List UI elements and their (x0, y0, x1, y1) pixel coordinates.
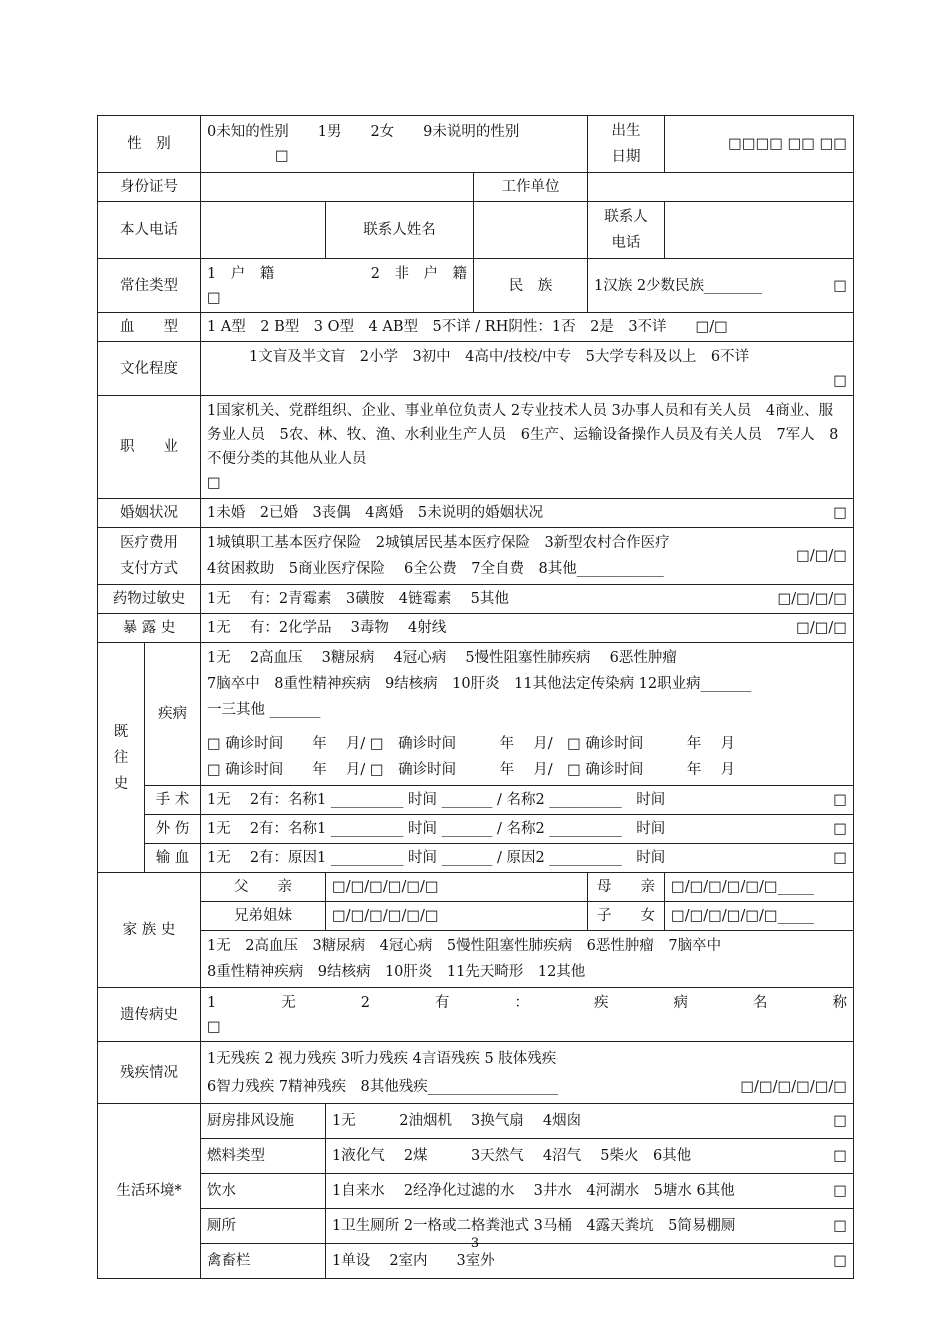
education-options[interactable]: 1文盲及半文盲 2小学 3初中 4高中/技校/中专 5大学专科及以上 6不详 □ (201, 342, 854, 396)
family-disease-options: 1无 2高血压 3糖尿病 4冠心病 5慢性阻塞性肺疾病 6恶性肿瘤 7脑卒中 8重性精神疾病 9结核病 10肝炎 11先天畸形 12其他 (201, 931, 854, 988)
contact-phone-label: 联系人 电话 (588, 202, 665, 259)
payment-options[interactable]: 1城镇职工基本医疗保险 2城镇居民基本医疗保险 3新型农村合作医疗 4贫困救助 5商业医疗保险 6全公费 7全自费 8其他____________ □/□/□ (201, 528, 854, 585)
residence-options[interactable]: 1 户 籍 2 非 户 籍 □ (201, 259, 474, 313)
father-label: 父 亲 (201, 873, 326, 902)
birth-date-boxes[interactable]: □□□□ □□ □□ (665, 116, 854, 173)
occupation-options[interactable]: 1国家机关、党群组织、企业、事业单位负责人 2专业技术人员 3办事人员和有关人员 4商业、服务业人员 5农、林、牧、渔、水利业生产人员 6生产、运输设备操作人员及有关人员 7军人 8不便分类的其他从业人员 □ (201, 396, 854, 499)
ethnicity-options[interactable]: 1汉族 2少数民族________ □ (588, 259, 854, 313)
children-label: 子 女 (588, 902, 665, 931)
allergy-options[interactable]: 1无 有：2青霉素 3磺胺 4链霉素 5其他 □/□/□/□ (201, 585, 854, 614)
father-boxes[interactable]: □/□/□/□/□/□ (326, 873, 588, 902)
environment-item: 饮水 (201, 1174, 326, 1209)
genetic-options[interactable]: 1 无 2 有 ： 疾 病 名 称 □ (201, 988, 854, 1042)
disease-label: 疾病 (145, 643, 201, 786)
environment-options[interactable]: 1单设 2室内 3室外 □ (326, 1244, 854, 1279)
education-label: 文化程度 (98, 342, 201, 396)
occupation-label: 职 业 (98, 396, 201, 499)
blood-type-label: 血 型 (98, 313, 201, 342)
id-card-field[interactable] (201, 173, 474, 202)
environment-item: 燃料类型 (201, 1139, 326, 1174)
ethnicity-label: 民 族 (474, 259, 588, 313)
environment-item: 厨房排风设施 (201, 1104, 326, 1139)
siblings-boxes[interactable]: □/□/□/□/□/□ (326, 902, 588, 931)
surgery-options[interactable]: 1无 2有：名称1 __________ 时间 _______ / 名称2 __________ 时间 □ (201, 786, 854, 815)
siblings-label: 兄弟姐妹 (201, 902, 326, 931)
work-unit-label: 工作单位 (474, 173, 588, 202)
allergy-label: 药物过敏史 (98, 585, 201, 614)
contact-name-field[interactable] (474, 202, 588, 259)
id-card-label: 身份证号 (98, 173, 201, 202)
environment-item: 厕所 (201, 1209, 326, 1244)
disease-options[interactable]: 1无 2高血压 3糖尿病 4冠心病 5慢性阻塞性肺疾病 6恶性肿瘤 7脑卒中 8重性精神疾病 9结核病 10肝炎 11其他法定传染病 12职业病_______ 一三其他 _______ □ 确诊时间 年 月/ □ 确诊时间 年 月/ □ 确诊时间 年 月 □ 确诊时间 年 月/ □ 确诊时间 年 月/ □ 确诊时间 年 月 (201, 643, 854, 786)
environment-label: 生活环境* (98, 1104, 201, 1279)
page-number: 3 (470, 1236, 480, 1251)
disability-label: 残疾情况 (98, 1042, 201, 1104)
gender-options[interactable]: 0未知的性别 1男 2女 9未说明的性别 □ (201, 116, 588, 173)
transfusion-options[interactable]: 1无 2有：原因1 __________ 时间 _______ / 原因2 __________ 时间 □ (201, 844, 854, 873)
residence-label: 常住类型 (98, 259, 201, 313)
surgery-label: 手 术 (145, 786, 201, 815)
mother-boxes[interactable]: □/□/□/□/□/□_____ (665, 873, 854, 902)
phone-label: 本人电话 (98, 202, 201, 259)
injury-options[interactable]: 1无 2有：名称1 __________ 时间 _______ / 名称2 __________ 时间 □ (201, 815, 854, 844)
mother-label: 母 亲 (588, 873, 665, 902)
work-unit-field[interactable] (588, 173, 854, 202)
children-boxes[interactable]: □/□/□/□/□/□_____ (665, 902, 854, 931)
disability-options[interactable]: 1无残疾 2 视力残疾 3听力残疾 4言语残疾 5 肢体残疾 6智力残疾 7精神残疾 8其他残疾__________________ □/□/□/□/□/□ (201, 1042, 854, 1104)
environment-options[interactable]: 1液化气 2煤 3天然气 4沼气 5柴火 6其他 □ (326, 1139, 854, 1174)
injury-label: 外 伤 (145, 815, 201, 844)
contact-name-label: 联系人姓名 (326, 202, 474, 259)
family-history-label: 家 族 史 (98, 873, 201, 988)
gender-label: 性 别 (98, 116, 201, 173)
marital-options[interactable]: 1未婚 2已婚 3丧偶 4离婚 5未说明的婚姻状况 □ (201, 499, 854, 528)
health-record-form (97, 115, 854, 1279)
genetic-history-label: 遗传病史 (98, 988, 201, 1042)
history-label: 既 往 史 (98, 643, 145, 873)
blood-type-options[interactable]: 1 A型 2 B型 3 O型 4 AB型 5不详 / RH阴性：1否 2是 3不详 □/□ (201, 313, 854, 342)
environment-options[interactable]: 1自来水 2经净化过滤的水 3井水 4河湖水 5塘水 6其他 □ (326, 1174, 854, 1209)
environment-options[interactable]: 1无 2油烟机 3换气扇 4烟囱 □ (326, 1104, 854, 1139)
exposure-options[interactable]: 1无 有：2化学品 3毒物 4射线 □/□/□ (201, 614, 854, 643)
transfusion-label: 输 血 (145, 844, 201, 873)
environment-item: 禽畜栏 (201, 1244, 326, 1279)
exposure-label: 暴 露 史 (98, 614, 201, 643)
birth-label: 出生 日期 (588, 116, 665, 173)
payment-label: 医疗费用 支付方式 (98, 528, 201, 585)
contact-phone-field[interactable] (665, 202, 854, 259)
environment-options[interactable]: 1卫生厕所 2一格或二格粪池式 3马桶 4露天粪坑 5简易棚厕 □ (326, 1209, 854, 1244)
marital-label: 婚姻状况 (98, 499, 201, 528)
phone-field[interactable] (201, 202, 326, 259)
